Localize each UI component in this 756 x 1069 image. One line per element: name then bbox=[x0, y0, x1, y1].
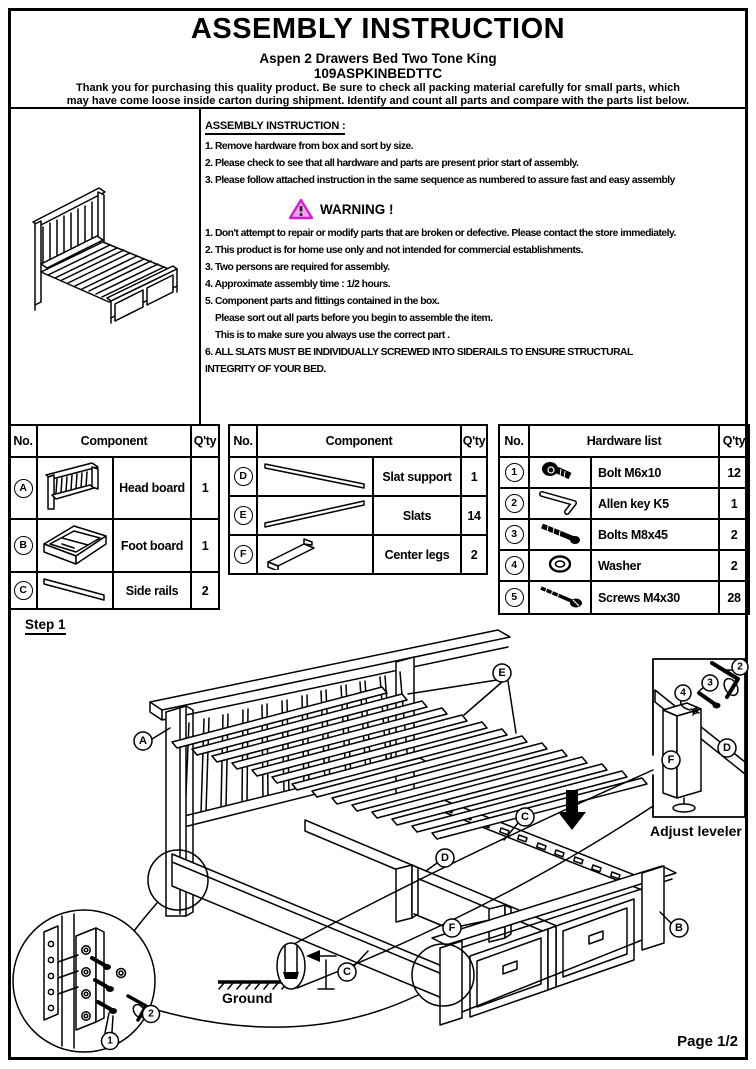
col-header-qty: Q'ty bbox=[719, 425, 749, 457]
label-2-inset bbox=[732, 659, 748, 675]
svg-text:E: E bbox=[498, 667, 506, 679]
svg-text:2: 2 bbox=[148, 1008, 154, 1020]
part-letter: E bbox=[234, 506, 253, 525]
svg-text:4: 4 bbox=[680, 687, 686, 699]
col-header-no: No. bbox=[229, 425, 257, 457]
hardware-number: 2 bbox=[505, 494, 524, 513]
part-name: Side rails bbox=[113, 572, 191, 609]
warning-item: 6. ALL SLATS MUST BE INDIVIDUALLY SCREWED INTO SIDERAILS TO ENSURE STRUCTURAL bbox=[205, 347, 633, 358]
label-1-bracket bbox=[102, 1033, 119, 1050]
label-2-bracket bbox=[143, 1006, 160, 1023]
hardware-name: Bolt M6x10 bbox=[591, 457, 719, 488]
product-name: Aspen 2 Drawers Bed Two Tone King bbox=[259, 51, 497, 66]
svg-text:F: F bbox=[667, 754, 675, 766]
svg-text:D: D bbox=[441, 852, 449, 864]
svg-text:C: C bbox=[521, 811, 529, 823]
svg-text:D: D bbox=[723, 742, 731, 754]
warning-item: 2. This product is for home use only and not intended for commercial establishments. bbox=[205, 245, 583, 256]
label-4-inset bbox=[675, 685, 691, 701]
part-letter: B bbox=[14, 536, 33, 555]
col-header-component: Component bbox=[37, 425, 191, 457]
ground-label: Ground bbox=[222, 990, 273, 1006]
svg-text:A: A bbox=[139, 735, 147, 747]
hardware-name: Screws M4x30 bbox=[591, 581, 719, 614]
warning-item: Please sort out all parts before you begin to assemble the item. bbox=[215, 313, 493, 324]
label-3-inset bbox=[702, 675, 718, 691]
svg-text:C: C bbox=[343, 966, 351, 978]
hardware-number: 3 bbox=[505, 525, 524, 544]
hardware-qty: 12 bbox=[719, 457, 749, 488]
label-E bbox=[493, 664, 511, 682]
hardware-qty: 2 bbox=[719, 550, 749, 581]
part-letter: F bbox=[234, 545, 253, 564]
part-name: Slat support bbox=[373, 457, 461, 496]
instructions-heading: ASSEMBLY INSTRUCTION : bbox=[205, 120, 345, 135]
adjust-leveler-inset bbox=[653, 659, 745, 817]
warning-item: INTEGRITY OF YOUR BED. bbox=[205, 364, 326, 375]
warning-item: This is to make sure you always use the correct part . bbox=[215, 330, 450, 341]
label-C-right bbox=[516, 808, 534, 826]
label-D-inset bbox=[718, 739, 736, 757]
part-qty: 1 bbox=[191, 457, 219, 519]
instruction-item: 2. Please check to see that all hardware and parts are present prior start of assembly. bbox=[205, 158, 579, 169]
svg-text:3: 3 bbox=[707, 677, 713, 689]
label-F-inset bbox=[662, 751, 680, 769]
col-header-qty: Q'ty bbox=[191, 425, 219, 457]
bracket-detail-inset bbox=[13, 910, 155, 1052]
part-qty: 1 bbox=[461, 457, 487, 496]
label-A bbox=[134, 732, 152, 750]
svg-text:F: F bbox=[448, 922, 456, 934]
hardware-number: 5 bbox=[505, 588, 524, 607]
part-qty: 2 bbox=[461, 535, 487, 574]
svg-text:2: 2 bbox=[737, 661, 743, 673]
model-number: 109ASPKINBEDTTC bbox=[313, 66, 443, 81]
svg-text:B: B bbox=[675, 922, 683, 934]
warning-item: 3. Two persons are required for assembly. bbox=[205, 262, 390, 273]
part-name: Center legs bbox=[373, 535, 461, 574]
part-letter: D bbox=[234, 467, 253, 486]
hardware-qty: 28 bbox=[719, 581, 749, 614]
page-number: Page 1/2 bbox=[677, 1033, 738, 1050]
ground-symbol bbox=[218, 943, 336, 1006]
step-heading: Step 1 bbox=[25, 617, 66, 635]
page-title: ASSEMBLY INSTRUCTION bbox=[190, 13, 566, 45]
warning-item: 1. Don't attempt to repair or modify parts that are broken or defective. Please contact the store immediately. bbox=[205, 228, 676, 239]
label-C-left bbox=[338, 963, 356, 981]
part-name: Foot board bbox=[113, 519, 191, 572]
hardware-name: Washer bbox=[591, 550, 719, 581]
label-D-main bbox=[436, 849, 454, 867]
label-B bbox=[670, 919, 688, 937]
part-qty: 14 bbox=[461, 496, 487, 535]
part-letter: A bbox=[14, 479, 33, 498]
col-header-no: No. bbox=[499, 425, 529, 457]
warning-item: 4. Approximate assembly time : 1/2 hours. bbox=[205, 279, 391, 290]
col-header-hardware: Hardware list bbox=[529, 425, 719, 457]
hardware-qty: 1 bbox=[719, 488, 749, 519]
warning-label: WARNING ! bbox=[320, 201, 394, 217]
col-header-qty: Q'ty bbox=[461, 425, 487, 457]
svg-text:1: 1 bbox=[107, 1035, 113, 1047]
hardware-number: 1 bbox=[505, 463, 524, 482]
hardware-name: Bolts M8x45 bbox=[591, 519, 719, 550]
instruction-item: 3. Please follow attached instruction in the same sequence as numbered to assure fast and easy assembly bbox=[205, 175, 675, 186]
instruction-item: 1. Remove hardware from box and sort by size. bbox=[205, 141, 414, 152]
purchase-note-line1: Thank you for purchasing this quality product. Be sure to check all packing material carefully for small parts, which bbox=[76, 82, 680, 94]
footboard-drawing bbox=[432, 866, 676, 1025]
hardware-number: 4 bbox=[505, 556, 524, 575]
part-qty: 2 bbox=[191, 572, 219, 609]
part-qty: 1 bbox=[191, 519, 219, 572]
part-name: Slats bbox=[373, 496, 461, 535]
col-header-component: Component bbox=[257, 425, 461, 457]
part-letter: C bbox=[14, 581, 33, 600]
part-name: Head board bbox=[113, 457, 191, 519]
hardware-qty: 2 bbox=[719, 519, 749, 550]
purchase-note-line2: may have come loose inside carton during shipment. Identify and count all parts and compare with the parts list below. bbox=[66, 95, 690, 107]
warning-item: 5. Component parts and fittings contained in the box. bbox=[205, 296, 440, 307]
hardware-name: Allen key K5 bbox=[591, 488, 719, 519]
col-header-no: No. bbox=[9, 425, 37, 457]
label-F-main bbox=[443, 919, 461, 937]
adjust-leveler-label: Adjust leveler bbox=[650, 823, 742, 839]
